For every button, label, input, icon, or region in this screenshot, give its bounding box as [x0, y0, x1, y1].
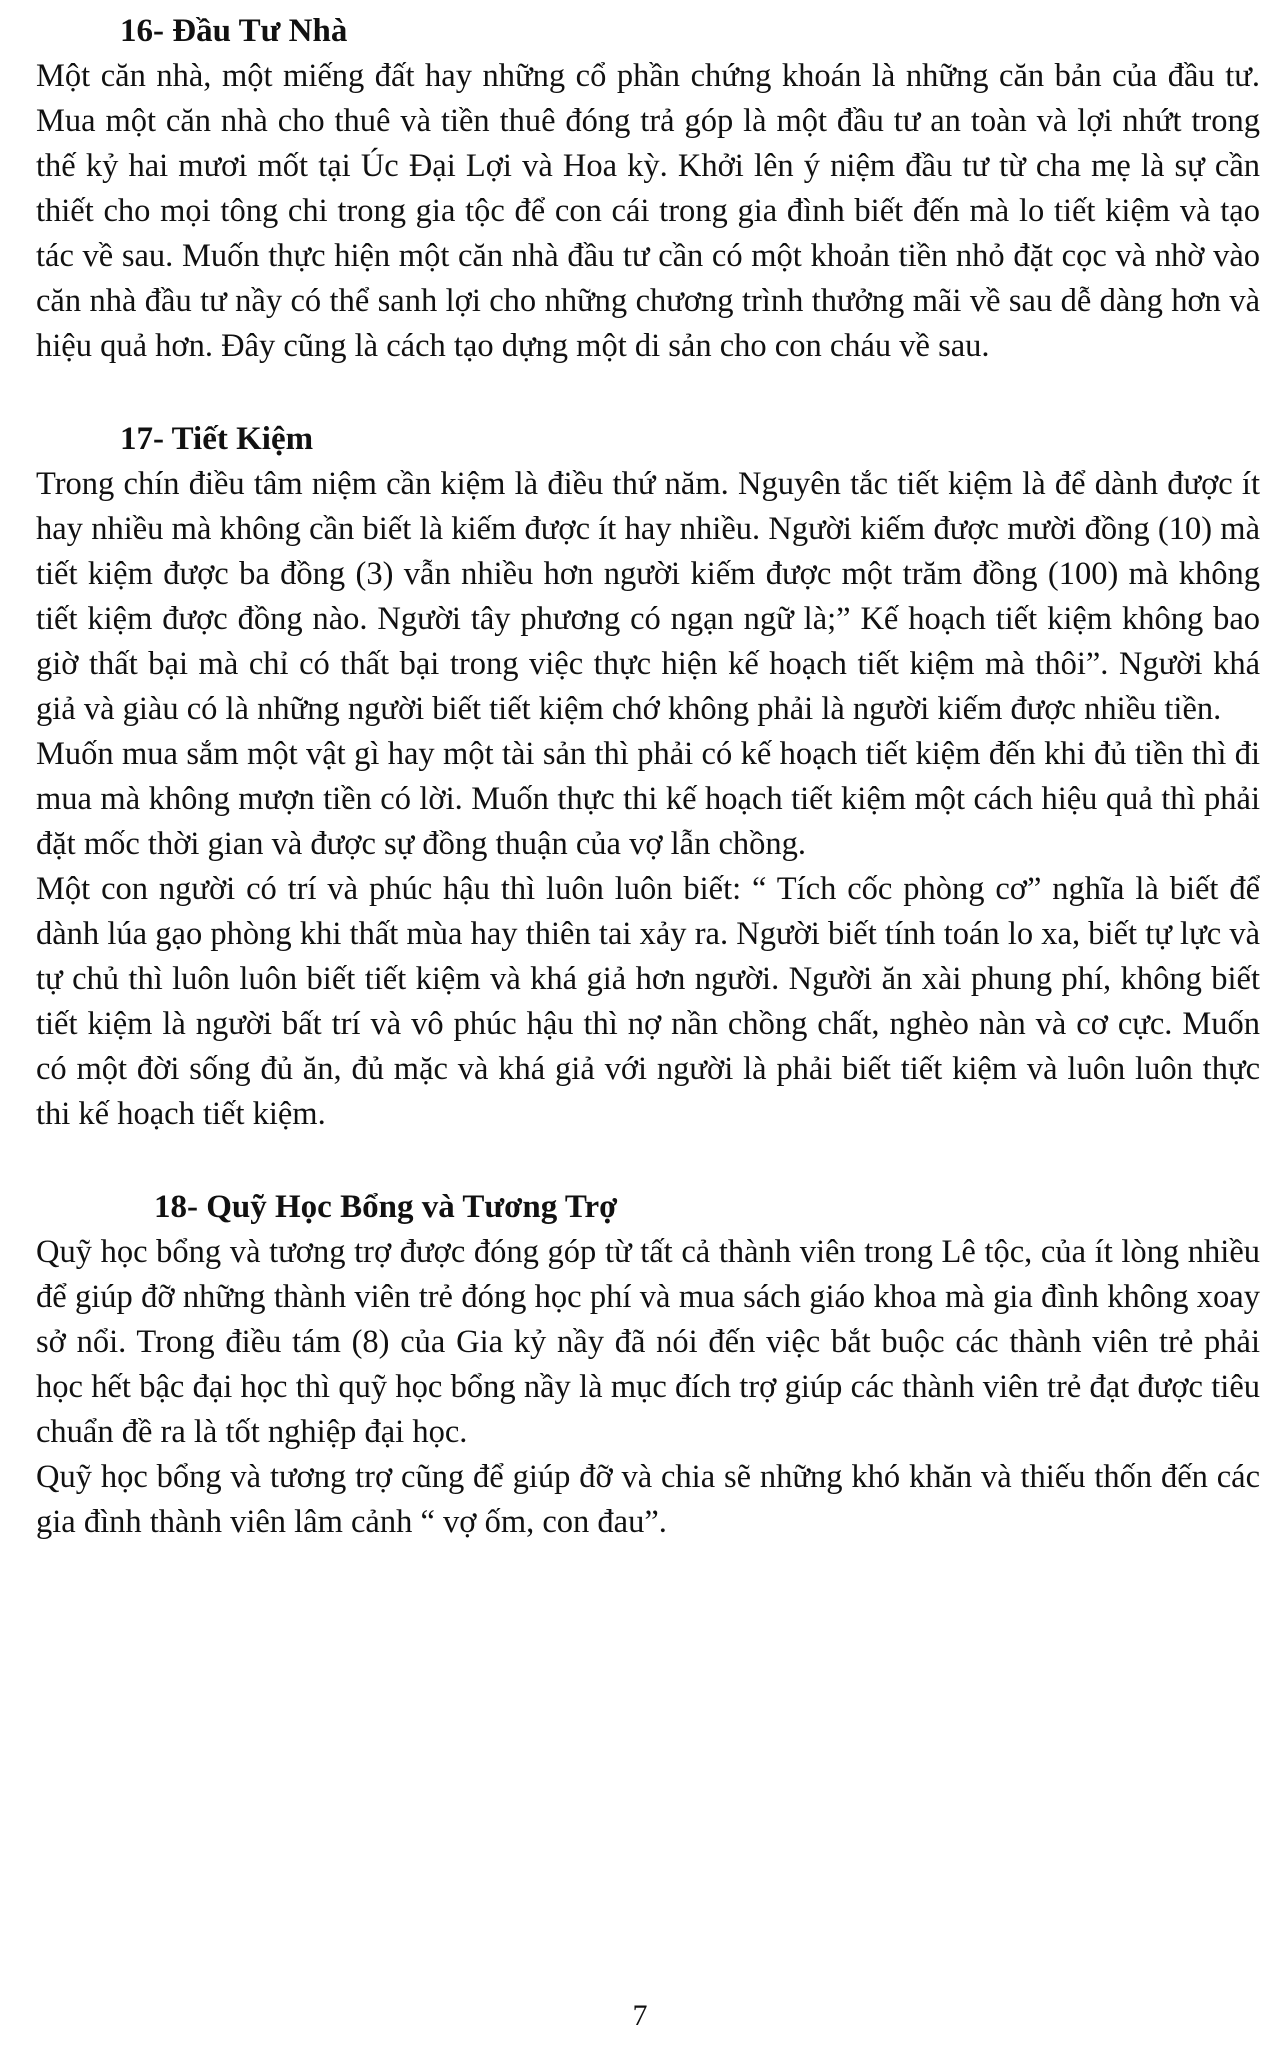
section-tiet-kiem [36, 416, 1260, 1137]
section-spacer [36, 1137, 1260, 1184]
section-spacer [36, 369, 1260, 416]
section-heading: 18- Quỹ Học Bổng và Tương Trợ [154, 1189, 618, 1225]
section-dau-tu-nha [36, 8, 1260, 369]
section-heading: 16- Đầu Tư Nhà [120, 13, 348, 49]
section-quy-hoc-bong [36, 1184, 1260, 1545]
section-heading: 17- Tiết Kiệm [120, 421, 314, 457]
document-page [36, 8, 1260, 1545]
paragraph: Muốn mua sắm một vật gì hay một tài sản thì phải có kế hoạch tiết kiệm đến khi đủ tiền thì đi mua mà không mượn tiền có lời. Muốn thực thi kế hoạch tiết kiệm một cách hiệu quả thì phải đặt mốc thời gian và được sự đồng thuận của vợ lẫn chồng. [36, 736, 1260, 862]
page-number: 7 [632, 1999, 648, 2032]
paragraph: Quỹ học bổng và tương trợ cũng để giúp đỡ và chia sẽ những khó khăn và thiếu thốn đến các gia đình thành viên lâm cảnh “ vợ ốm, con đau”. [36, 1459, 1260, 1540]
paragraph: Một con người có trí và phúc hậu thì luôn luôn biết: “ Tích cốc phòng cơ” nghĩa là biết để dành lúa gạo phòng khi thất mùa hay thiên tai xảy ra. Người biết tính toán lo xa, biết tự lực và tự chủ thì luôn luôn biết tiết kiệm và khá giả hơn người. Người ăn xài phung phí, không biết tiết kiệm là người bất trí và vô phúc hậu thì nợ nần chồng chất, nghèo nàn và cơ cực. Muốn có một đời sống đủ ăn, đủ mặc và khá giả với người là phải biết tiết kiệm và luôn luôn thực thi kế hoạch tiết kiệm. [36, 871, 1260, 1132]
paragraph: Trong chín điều tâm niệm cần kiệm là điều thứ năm. Nguyên tắc tiết kiệm là để dành được ít hay nhiều mà không cần biết là kiếm được ít hay nhiều. Người kiếm được mười đồng (10) mà tiết kiệm được ba đồng (3) vẫn nhiều hơn người kiếm được một trăm đồng (100) mà không tiết kiệm được đồng nào. Người tây phương có ngạn ngữ là;” Kế hoạch tiết kiệm không bao giờ thất bại mà chỉ có thất bại trong việc thực hiện kế hoạch tiết kiệm mà thôi”. Người khá giả và giàu có là những người biết tiết kiệm chớ không phải là người kiếm được nhiều tiền. [36, 466, 1260, 727]
paragraph: Một căn nhà, một miếng đất hay những cổ phần chứng khoán là những căn bản của đầu tư. Mua một căn nhà cho thuê và tiền thuê đóng trả góp là một đầu tư an toàn và lợi nhứt trong thế kỷ hai mươi mốt tại Úc Đại Lợi và Hoa kỳ. Khởi lên ý niệm đầu tư từ cha mẹ là sự cần thiết cho mọi tông chi trong gia tộc để con cái trong gia đình biết đến mà lo tiết kiệm và tạo tác về sau. Muốn thực hiện một căn nhà đầu tư cần có một khoản tiền nhỏ đặt cọc và nhờ vào căn nhà đầu tư nầy có thể sanh lợi cho những chương trình thưởng mãi về sau dễ dàng hơn và hiệu quả hơn. Đây cũng là cách tạo dựng một di sản cho con cháu về sau. [36, 58, 1260, 364]
paragraph: Quỹ học bổng và tương trợ được đóng góp từ tất cả thành viên trong Lê tộc, của ít lòng nhiều để giúp đỡ những thành viên trẻ đóng học phí và mua sách giáo khoa mà gia đình không xoay sở nổi. Trong điều tám (8) của Gia kỷ nầy đã nói đến việc bắt buộc các thành viên trẻ phải học hết bậc đại học thì quỹ học bổng nầy là mục đích trợ giúp các thành viên trẻ đạt được tiêu chuẩn đề ra là tốt nghiệp đại học. [36, 1234, 1260, 1450]
